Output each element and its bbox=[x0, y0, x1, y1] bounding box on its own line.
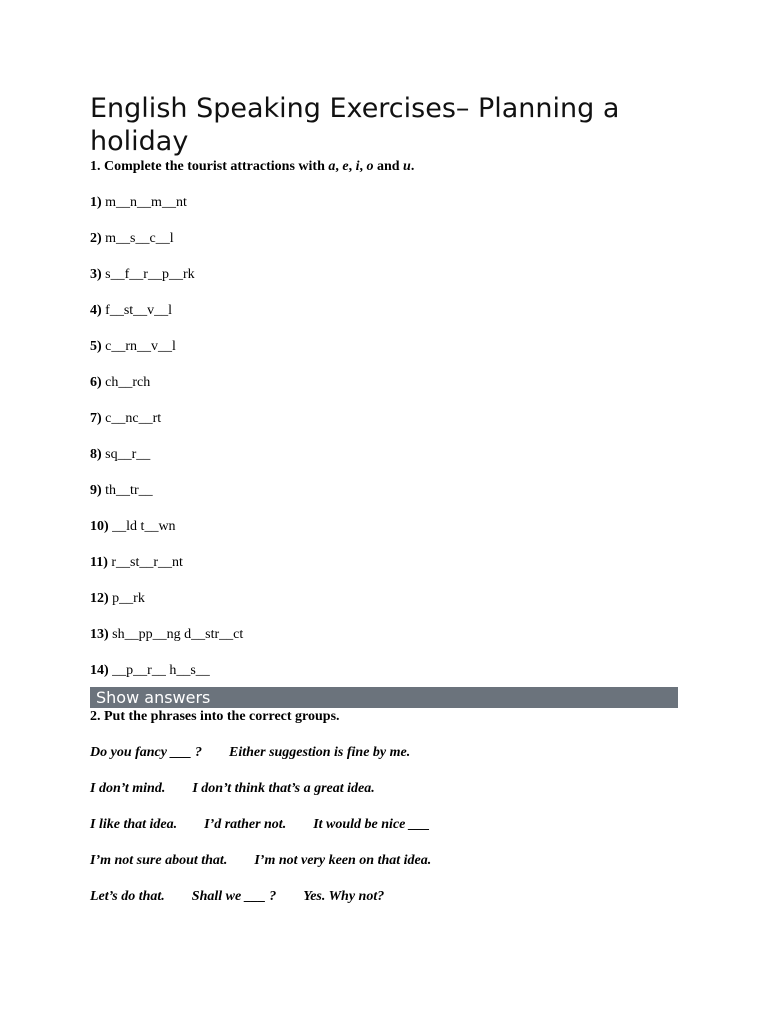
phrase: It would be nice ___ bbox=[313, 817, 430, 832]
item-number: 7) bbox=[90, 411, 102, 426]
item-number: 8) bbox=[90, 447, 102, 462]
item-number: 2) bbox=[90, 231, 102, 246]
list-item bbox=[90, 590, 678, 626]
letter-o: o bbox=[366, 159, 374, 174]
list-item bbox=[90, 518, 678, 554]
item-number: 4) bbox=[90, 303, 102, 318]
list-item bbox=[90, 338, 678, 374]
phrase: I don’t mind. bbox=[90, 781, 166, 796]
item-number: 6) bbox=[90, 375, 102, 390]
list-item bbox=[90, 410, 678, 446]
separator: and bbox=[373, 159, 404, 174]
item-text: p__rk bbox=[112, 591, 145, 606]
item-text: s__f__r__p__rk bbox=[105, 267, 195, 282]
separator: , bbox=[335, 159, 343, 174]
item-number: 3) bbox=[90, 267, 102, 282]
list-item bbox=[90, 194, 678, 230]
exercise-2-instruction: 2. Put the phrases into the correct groups. bbox=[90, 709, 340, 724]
list-item bbox=[90, 554, 678, 590]
worksheet bbox=[90, 92, 678, 924]
phrase: Yes. Why not? bbox=[303, 889, 385, 904]
separator: , bbox=[348, 159, 356, 174]
letter-e: e bbox=[342, 159, 349, 174]
phrase: I’m not very keen on that idea. bbox=[254, 853, 432, 868]
item-text: f__st__v__l bbox=[105, 303, 173, 318]
item-number: 12) bbox=[90, 591, 109, 606]
phrase: Do you fancy ___ ? bbox=[90, 745, 202, 760]
item-text: sq__r__ bbox=[105, 447, 151, 462]
separator: , bbox=[359, 159, 367, 174]
item-text: c__nc__rt bbox=[105, 411, 162, 426]
item-number: 5) bbox=[90, 339, 102, 354]
item-number: 1) bbox=[90, 195, 102, 210]
phrase-row bbox=[90, 888, 678, 924]
phrase: I’m not sure about that. bbox=[90, 853, 228, 868]
instruction-end: . bbox=[410, 159, 415, 174]
phrase-row bbox=[90, 852, 678, 888]
exercise-2-phrases bbox=[90, 744, 678, 924]
item-number: 14) bbox=[90, 663, 109, 678]
instruction-text: 1. Complete the tourist attractions with bbox=[90, 159, 329, 174]
item-text: __p__r__ h__s__ bbox=[112, 663, 210, 678]
item-text: sh__pp__ng d__str__ct bbox=[112, 627, 244, 642]
letter-i: i bbox=[355, 159, 360, 174]
item-text: ch__rch bbox=[105, 375, 151, 390]
phrase: Shall we ___ ? bbox=[191, 889, 277, 904]
page-title: English Speaking Exercises– Planning a holiday bbox=[90, 93, 620, 157]
exercise-1-instruction bbox=[90, 158, 678, 175]
item-text: __ld t__wn bbox=[112, 519, 176, 534]
exercise-1-items bbox=[90, 194, 678, 679]
phrase-row bbox=[90, 744, 678, 780]
letter-u: u bbox=[403, 159, 411, 174]
item-number: 9) bbox=[90, 483, 102, 498]
list-item bbox=[90, 482, 678, 518]
list-item bbox=[90, 374, 678, 410]
list-item bbox=[90, 230, 678, 266]
list-item bbox=[90, 446, 678, 482]
item-text: c__rn__v__l bbox=[105, 339, 176, 354]
item-text: th__tr__ bbox=[105, 483, 153, 498]
show-answers-button[interactable]: Show answers bbox=[90, 687, 678, 708]
phrase-row bbox=[90, 780, 678, 816]
item-text: m__n__m__nt bbox=[105, 195, 187, 210]
phrase: Either suggestion is fine by me. bbox=[229, 745, 411, 760]
list-item bbox=[90, 662, 678, 679]
item-number: 10) bbox=[90, 519, 109, 534]
item-number: 11) bbox=[90, 555, 108, 570]
phrase: I don’t think that’s a great idea. bbox=[192, 781, 375, 796]
list-item bbox=[90, 266, 678, 302]
letter-a: a bbox=[328, 159, 336, 174]
phrase: Let’s do that. bbox=[90, 889, 165, 904]
phrase: I like that idea. bbox=[90, 817, 178, 832]
item-text: m__s__c__l bbox=[105, 231, 174, 246]
phrase-row bbox=[90, 816, 678, 852]
phrase: I’d rather not. bbox=[204, 817, 287, 832]
item-number: 13) bbox=[90, 627, 109, 642]
list-item bbox=[90, 302, 678, 338]
list-item bbox=[90, 626, 678, 662]
item-text: r__st__r__nt bbox=[111, 555, 183, 570]
